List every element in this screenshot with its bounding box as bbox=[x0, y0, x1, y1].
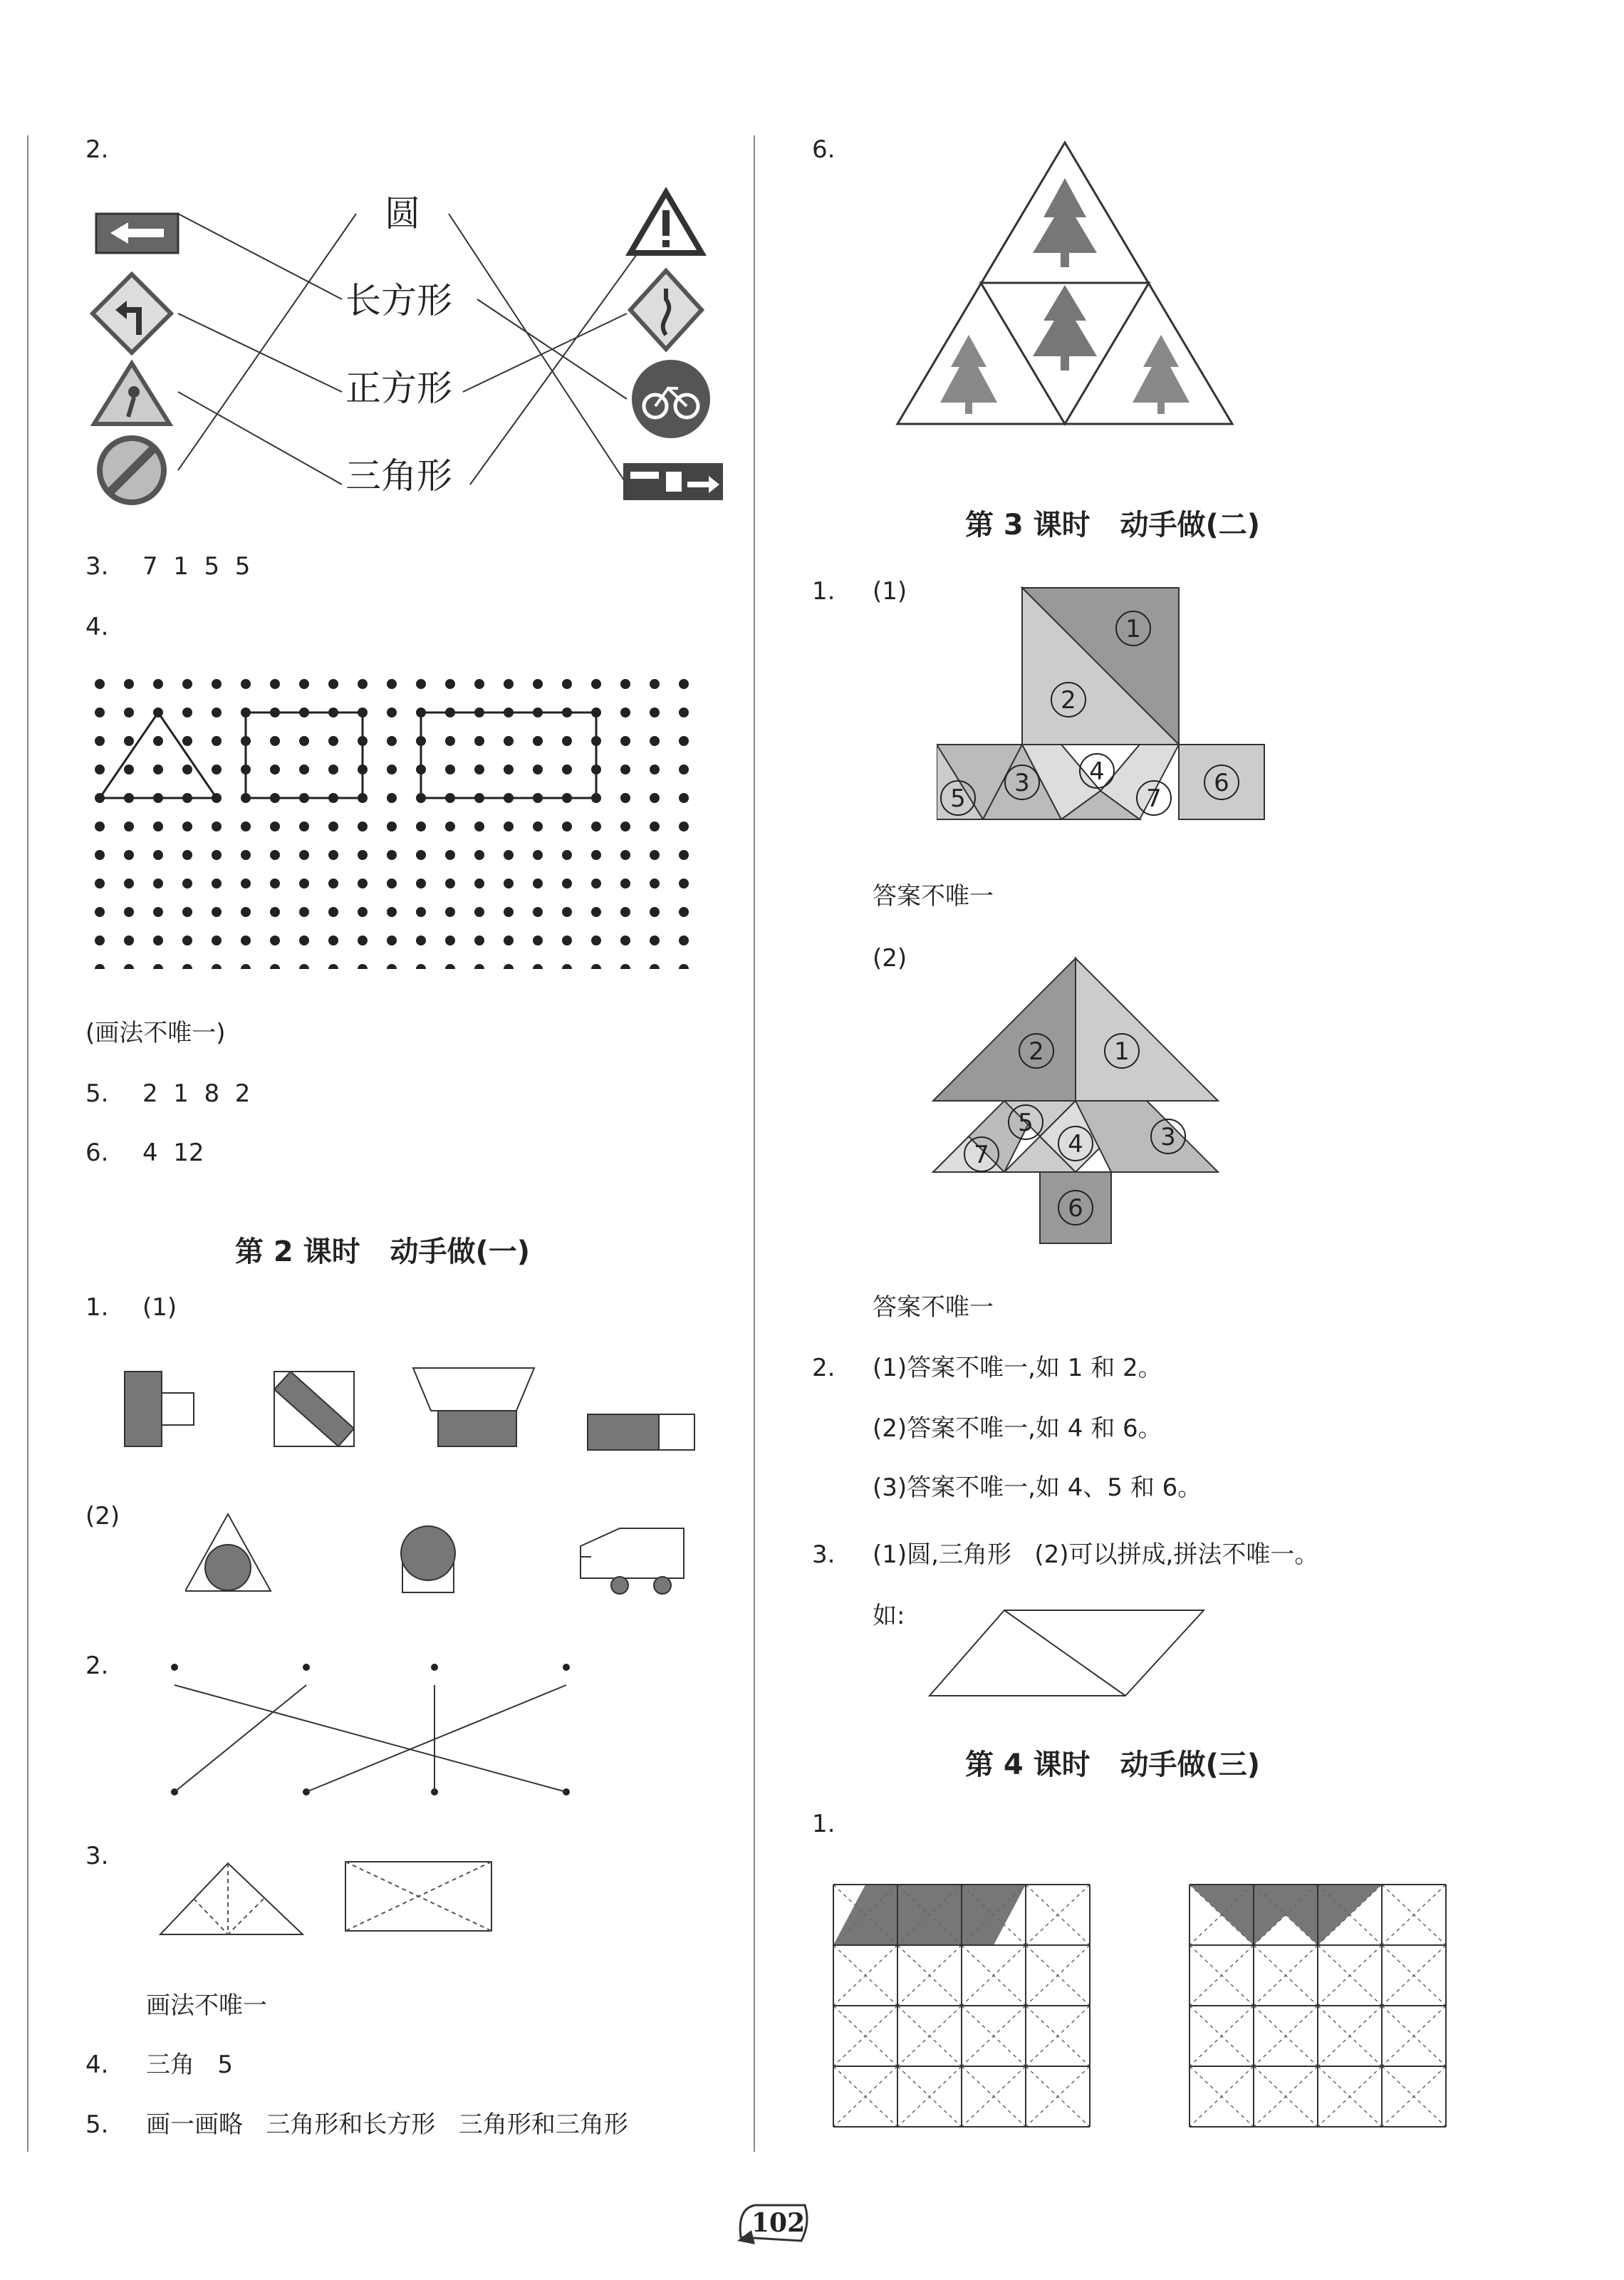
grid-diagonal bbox=[833, 2006, 897, 2066]
grid-dot bbox=[562, 765, 572, 774]
q6-answer: 4 12 bbox=[142, 1139, 204, 1167]
grid-dot bbox=[387, 765, 397, 774]
grid-dot bbox=[270, 765, 280, 774]
grid-dot bbox=[153, 679, 163, 689]
q5-answer: 2 1 8 2 bbox=[142, 1079, 251, 1108]
l3-q1-note1: 答案不唯一 bbox=[873, 882, 994, 911]
grid-dot bbox=[679, 964, 689, 969]
q5-number: 5. bbox=[85, 1079, 109, 1108]
grid-dot bbox=[328, 822, 338, 831]
l2-q3-note: 画法不唯一 bbox=[146, 1991, 267, 2020]
shape-label-rectangle: 长方形 bbox=[345, 280, 452, 321]
grid-dot bbox=[650, 736, 660, 746]
grid-dot bbox=[124, 708, 134, 717]
grid-dot bbox=[95, 907, 105, 917]
grid-dot bbox=[591, 907, 601, 917]
grid-dot bbox=[533, 964, 543, 969]
grid-dot bbox=[182, 765, 192, 774]
grid-diagonal bbox=[1026, 1945, 1090, 2006]
exclamation-warning-sign-icon bbox=[630, 192, 702, 253]
grid-diagonal bbox=[962, 2006, 1026, 2066]
grid-dot bbox=[474, 907, 484, 917]
grid-dot bbox=[474, 879, 484, 888]
grid-dot bbox=[562, 964, 572, 969]
grid-diagonal bbox=[1318, 2006, 1382, 2066]
grid-dot bbox=[562, 936, 572, 945]
grid-diagonal bbox=[1318, 1945, 1382, 2006]
q4-note: (画法不唯一) bbox=[85, 1019, 226, 1047]
grid-dot bbox=[212, 907, 222, 917]
l2-q2-line-figure bbox=[157, 1653, 584, 1810]
grid-dot bbox=[650, 708, 660, 717]
l3-q1-note2: 答案不唯一 bbox=[873, 1293, 994, 1322]
grid-dot bbox=[387, 936, 397, 945]
grid-dot bbox=[328, 907, 338, 917]
t2-piece-label: 5 bbox=[1018, 1109, 1034, 1137]
lesson4-title: 第 4 课时 动手做(三) bbox=[965, 1748, 1261, 1781]
grid-dot bbox=[445, 907, 455, 917]
grid-dot bbox=[358, 679, 368, 689]
grid-dot bbox=[562, 736, 572, 746]
grid-diagonal bbox=[1026, 1885, 1090, 1945]
grid-dot bbox=[474, 964, 484, 969]
grid-diagonal bbox=[1190, 2006, 1254, 2066]
grid-dot bbox=[358, 879, 368, 888]
grid-dot bbox=[591, 679, 601, 689]
grid-dot bbox=[358, 907, 368, 917]
grid-dot bbox=[504, 679, 514, 689]
grid-dot bbox=[416, 964, 426, 969]
grid-dot bbox=[153, 964, 163, 969]
grid-dot bbox=[387, 793, 397, 803]
grid-dot bbox=[533, 907, 543, 917]
winding-road-diamond-sign-icon bbox=[630, 271, 702, 349]
grid-dot bbox=[650, 936, 660, 945]
grid-dot bbox=[182, 679, 192, 689]
grid-dot bbox=[270, 822, 280, 831]
q3-number: 3. bbox=[85, 552, 109, 581]
grid-diagonal bbox=[1190, 1945, 1254, 2006]
grid-dot bbox=[474, 765, 484, 774]
grid-dot bbox=[591, 879, 601, 888]
grid-dot bbox=[241, 907, 251, 917]
grid-diagonal bbox=[1382, 1945, 1446, 2006]
grid-dot bbox=[212, 850, 222, 860]
grid-diagonal bbox=[1318, 2066, 1382, 2127]
grid-diagonal bbox=[897, 1945, 962, 2006]
grid-dot bbox=[504, 736, 514, 746]
grid-dot bbox=[650, 679, 660, 689]
grid-dot bbox=[212, 822, 222, 831]
q2-number: 2. bbox=[85, 135, 109, 164]
grid-dot bbox=[182, 822, 192, 831]
exit-rectangle-sign-icon bbox=[623, 463, 723, 500]
grid-dot bbox=[212, 736, 222, 746]
grid-dot bbox=[620, 964, 630, 969]
grid-dot bbox=[153, 907, 163, 917]
grid-dot bbox=[241, 936, 251, 945]
t2-piece-label: 6 bbox=[1068, 1194, 1083, 1223]
grid-dot bbox=[620, 907, 630, 917]
grid-dot bbox=[416, 850, 426, 860]
t2-piece-label: 4 bbox=[1068, 1130, 1083, 1159]
grid-dot bbox=[416, 907, 426, 917]
grid-dot bbox=[620, 765, 630, 774]
grid-dot bbox=[95, 708, 105, 717]
grid-dot bbox=[95, 679, 105, 689]
grid-dot bbox=[124, 765, 134, 774]
grid-dot bbox=[533, 679, 543, 689]
grid-dot bbox=[650, 850, 660, 860]
grid-dot bbox=[124, 679, 134, 689]
l2-q1-part1: (1) bbox=[142, 1293, 177, 1322]
grid-dot bbox=[212, 708, 222, 717]
t1-piece-label: 2 bbox=[1061, 686, 1076, 715]
grid-diagonal bbox=[897, 2066, 962, 2127]
grid-dot bbox=[328, 850, 338, 860]
grid-dot bbox=[299, 822, 309, 831]
lesson3-title: 第 3 课时 动手做(二) bbox=[965, 509, 1261, 542]
grid-dot bbox=[299, 765, 309, 774]
grid-dot bbox=[124, 936, 134, 945]
grid-dot bbox=[212, 964, 222, 969]
grid-dot bbox=[182, 850, 192, 860]
grid-dot bbox=[328, 964, 338, 969]
left-margin-rule bbox=[27, 135, 28, 2152]
q4-number: 4. bbox=[85, 613, 109, 641]
grid-dot bbox=[533, 879, 543, 888]
grid-dot bbox=[241, 964, 251, 969]
grid-dot bbox=[445, 679, 455, 689]
no-entry-circle-sign-icon bbox=[100, 438, 164, 502]
l4-grid-figure-1 bbox=[830, 1881, 1100, 2130]
grid-dot bbox=[474, 822, 484, 831]
grid-dot bbox=[591, 822, 601, 831]
grid-diagonal bbox=[1190, 2066, 1254, 2127]
grid-dot bbox=[445, 964, 455, 969]
grid-dot bbox=[650, 879, 660, 888]
grid-dot bbox=[182, 907, 192, 917]
l3-q2-line2: (2)答案不唯一,如 4 和 6。 bbox=[873, 1414, 1162, 1443]
t1-piece-label: 3 bbox=[1014, 769, 1030, 797]
grid-dot bbox=[620, 850, 630, 860]
grid-dot bbox=[241, 679, 251, 689]
grid-dot bbox=[445, 879, 455, 888]
shape-label-circle: 圆 bbox=[385, 193, 420, 234]
grid-diagonal bbox=[1382, 2006, 1446, 2066]
grid-dot bbox=[650, 907, 660, 917]
turn-left-diamond-sign-icon bbox=[93, 274, 171, 353]
l2-q4-answer: 三角 5 bbox=[146, 2051, 234, 2079]
grid-dot bbox=[95, 850, 105, 860]
l2-q1-part1-figures bbox=[114, 1354, 727, 1454]
grid-dot bbox=[650, 964, 660, 969]
tangram-figure-2 bbox=[926, 951, 1225, 1250]
grid-dot bbox=[679, 850, 689, 860]
grid-dot bbox=[358, 964, 368, 969]
grid-diagonal bbox=[1254, 1945, 1318, 2006]
t2-piece-label: 2 bbox=[1029, 1037, 1044, 1066]
grid-dot bbox=[241, 850, 251, 860]
grid-dot bbox=[679, 736, 689, 746]
l2-q1-part2-figures bbox=[185, 1507, 727, 1600]
grid-dot bbox=[504, 907, 514, 917]
q4-dot-grid bbox=[85, 670, 727, 969]
grid-diagonal bbox=[833, 1945, 897, 2006]
grid-diagonal bbox=[1382, 2066, 1446, 2127]
grid-dot bbox=[474, 736, 484, 746]
grid-dot bbox=[182, 736, 192, 746]
grid-diagonal bbox=[1254, 2066, 1318, 2127]
grid-dot bbox=[679, 907, 689, 917]
grid-dot bbox=[95, 736, 105, 746]
grid-dot bbox=[182, 879, 192, 888]
grid-diagonal bbox=[833, 2066, 897, 2127]
l4-grid-figure-2 bbox=[1186, 1881, 1457, 2130]
grid-dot bbox=[533, 850, 543, 860]
grid-dot bbox=[591, 850, 601, 860]
l2-q5-number: 5. bbox=[85, 2110, 109, 2139]
l3-q1-part2: (2) bbox=[873, 944, 907, 973]
grid-dot bbox=[299, 907, 309, 917]
grid-dot bbox=[474, 850, 484, 860]
grid-dot bbox=[387, 879, 397, 888]
grid-dot bbox=[95, 822, 105, 831]
grid-dot bbox=[212, 765, 222, 774]
grid-dot bbox=[299, 879, 309, 888]
grid-diagonal bbox=[1026, 2066, 1090, 2127]
shape-label-square: 正方形 bbox=[345, 368, 452, 409]
grid-dot bbox=[416, 822, 426, 831]
column-divider bbox=[754, 135, 755, 2152]
grid-dot bbox=[416, 936, 426, 945]
grid-dot bbox=[358, 936, 368, 945]
grid-dot bbox=[445, 850, 455, 860]
grid-dot bbox=[445, 936, 455, 945]
grid-dot bbox=[387, 679, 397, 689]
drawn-triangle bbox=[100, 712, 217, 798]
grid-dot bbox=[299, 936, 309, 945]
grid-dot bbox=[328, 736, 338, 746]
l3-q3-parallelogram bbox=[926, 1603, 1211, 1703]
grid-dot bbox=[212, 679, 222, 689]
bicycle-circle-sign-icon bbox=[632, 360, 710, 438]
grid-dot bbox=[182, 964, 192, 969]
t2-piece-label: 1 bbox=[1114, 1037, 1130, 1066]
grid-dot bbox=[650, 765, 660, 774]
grid-dot bbox=[270, 907, 280, 917]
grid-dot bbox=[620, 879, 630, 888]
grid-dot bbox=[591, 964, 601, 969]
grid-dot bbox=[620, 793, 630, 803]
grid-dot bbox=[182, 936, 192, 945]
grid-dot bbox=[328, 679, 338, 689]
grid-dot bbox=[650, 822, 660, 831]
t1-piece-label: 6 bbox=[1214, 769, 1229, 797]
grid-dot bbox=[620, 708, 630, 717]
grid-dot bbox=[679, 936, 689, 945]
grid-diagonal bbox=[1254, 2006, 1318, 2066]
grid-dot bbox=[620, 936, 630, 945]
grid-dot bbox=[445, 765, 455, 774]
grid-dot bbox=[533, 736, 543, 746]
grid-dot bbox=[504, 765, 514, 774]
l3-q2-line3: (3)答案不唯一,如 4、5 和 6。 bbox=[873, 1473, 1202, 1502]
tangram-figure-1 bbox=[937, 584, 1271, 826]
l2-q3-fold-figures bbox=[157, 1856, 513, 1942]
grid-dot bbox=[124, 850, 134, 860]
grid-dot bbox=[124, 907, 134, 917]
grid-dot bbox=[387, 907, 397, 917]
l4-q1-number: 1. bbox=[812, 1810, 836, 1838]
grid-dot bbox=[533, 765, 543, 774]
grid-dot bbox=[504, 936, 514, 945]
grid-dot bbox=[124, 964, 134, 969]
grid-dot bbox=[650, 793, 660, 803]
l3-q1-number: 1. bbox=[812, 577, 836, 606]
grid-dot bbox=[212, 936, 222, 945]
grid-dot bbox=[387, 708, 397, 717]
drawn-rectangle bbox=[421, 712, 596, 798]
grid-dot bbox=[299, 850, 309, 860]
grid-dot bbox=[474, 679, 484, 689]
t1-piece-label: 4 bbox=[1089, 757, 1105, 786]
l2-q4-number: 4. bbox=[85, 2051, 109, 2079]
grid-diagonal bbox=[1026, 2006, 1090, 2066]
grid-diagonal bbox=[1382, 1885, 1446, 1945]
grid-dot bbox=[153, 936, 163, 945]
grid-dot bbox=[153, 765, 163, 774]
l3-q3-answer: (1)圆,三角形 (2)可以拼成,拼法不唯一。 bbox=[873, 1540, 1319, 1569]
grid-dot bbox=[679, 708, 689, 717]
drawn-square bbox=[246, 712, 363, 798]
grid-dot bbox=[504, 964, 514, 969]
grid-dot bbox=[562, 907, 572, 917]
grid-dot bbox=[620, 822, 630, 831]
grid-dot bbox=[241, 822, 251, 831]
q3-answer: 7 1 5 5 bbox=[142, 552, 251, 581]
grid-dot bbox=[679, 679, 689, 689]
grid-dot bbox=[124, 822, 134, 831]
l2-q1-part2: (2) bbox=[85, 1502, 120, 1530]
grid-dot bbox=[387, 822, 397, 831]
t2-piece-label: 3 bbox=[1160, 1123, 1176, 1151]
grid-dot bbox=[95, 879, 105, 888]
grid-dot bbox=[95, 964, 105, 969]
l3-q2-number: 2. bbox=[812, 1354, 836, 1382]
grid-dot bbox=[124, 736, 134, 746]
grid-dot bbox=[153, 822, 163, 831]
grid-dot bbox=[270, 736, 280, 746]
grid-dot bbox=[124, 879, 134, 888]
grid-dot bbox=[445, 822, 455, 831]
grid-dot bbox=[504, 822, 514, 831]
grid-dot bbox=[445, 736, 455, 746]
grid-diagonal bbox=[962, 1945, 1026, 2006]
grid-dot bbox=[270, 879, 280, 888]
grid-dot bbox=[679, 765, 689, 774]
grid-dot bbox=[270, 850, 280, 860]
grid-dot bbox=[416, 679, 426, 689]
grid-dot bbox=[153, 736, 163, 746]
grid-dot bbox=[95, 936, 105, 945]
grid-dot bbox=[562, 679, 572, 689]
t1-piece-label: 7 bbox=[1146, 784, 1162, 813]
grid-dot bbox=[504, 850, 514, 860]
grid-dot bbox=[533, 822, 543, 831]
page-number: 102 bbox=[751, 2208, 806, 2238]
grid-dot bbox=[504, 879, 514, 888]
grid-dot bbox=[299, 964, 309, 969]
l3-q1-part1: (1) bbox=[873, 577, 907, 606]
grid-dot bbox=[153, 879, 163, 888]
r-q6-tree-triangle bbox=[894, 139, 1236, 431]
pedestrian-warning-sign-icon bbox=[94, 363, 170, 424]
grid-dot bbox=[153, 850, 163, 860]
q6-number: 6. bbox=[85, 1139, 109, 1167]
left-arrow-sign-icon bbox=[96, 214, 178, 253]
grid-dot bbox=[299, 679, 309, 689]
grid-dot bbox=[679, 822, 689, 831]
grid-dot bbox=[358, 822, 368, 831]
grid-dot bbox=[182, 708, 192, 717]
l3-q3-example-label: 如: bbox=[873, 1602, 905, 1630]
grid-dot bbox=[328, 765, 338, 774]
grid-dot bbox=[270, 679, 280, 689]
grid-dot bbox=[299, 736, 309, 746]
r-q6-number: 6. bbox=[812, 135, 836, 164]
grid-dot bbox=[270, 964, 280, 969]
grid-dot bbox=[620, 679, 630, 689]
grid-dot bbox=[387, 850, 397, 860]
grid-dot bbox=[533, 936, 543, 945]
grid-dot bbox=[620, 736, 630, 746]
grid-dot bbox=[328, 936, 338, 945]
l2-q1-number: 1. bbox=[85, 1293, 109, 1322]
grid-dot bbox=[591, 936, 601, 945]
grid-dot bbox=[387, 736, 397, 746]
t2-piece-label: 7 bbox=[974, 1141, 989, 1169]
grid-dot bbox=[95, 765, 105, 774]
grid-dot bbox=[679, 793, 689, 803]
grid-dot bbox=[387, 964, 397, 969]
grid-dot bbox=[212, 879, 222, 888]
grid-dot bbox=[270, 936, 280, 945]
l3-q2-line1: (1)答案不唯一,如 1 和 2。 bbox=[873, 1354, 1162, 1382]
page-number-badge bbox=[734, 2198, 812, 2248]
grid-dot bbox=[241, 879, 251, 888]
l3-q3-number: 3. bbox=[812, 1540, 836, 1569]
l2-q5-answer: 画一画略 三角形和长方形 三角形和三角形 bbox=[146, 2110, 628, 2139]
grid-dot bbox=[358, 850, 368, 860]
shape-label-triangle: 三角形 bbox=[345, 455, 452, 497]
grid-dot bbox=[328, 879, 338, 888]
lesson2-title: 第 2 课时 动手做(一) bbox=[235, 1235, 531, 1268]
t1-piece-label: 1 bbox=[1125, 615, 1141, 643]
l2-q3-number: 3. bbox=[85, 1842, 109, 1870]
grid-dot bbox=[679, 879, 689, 888]
l2-q2-number: 2. bbox=[85, 1652, 109, 1680]
grid-dot bbox=[562, 850, 572, 860]
grid-dot bbox=[562, 822, 572, 831]
grid-diagonal bbox=[897, 2006, 962, 2066]
grid-dot bbox=[562, 879, 572, 888]
grid-dot bbox=[474, 936, 484, 945]
grid-dot bbox=[416, 879, 426, 888]
t1-piece-label: 5 bbox=[950, 784, 966, 813]
grid-diagonal bbox=[962, 2066, 1026, 2127]
